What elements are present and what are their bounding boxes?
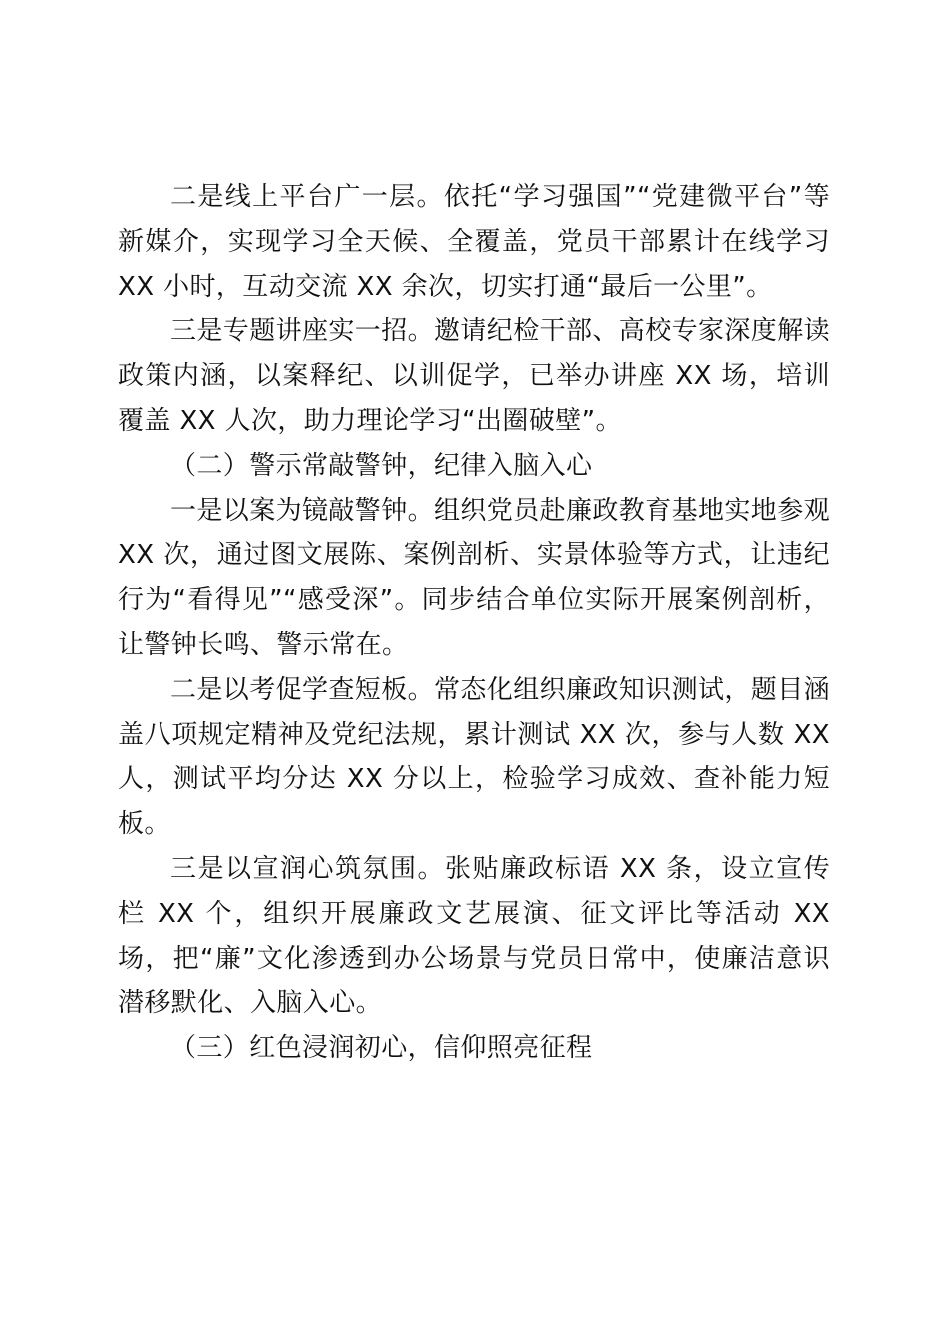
paragraph-culture: 三是以宣润心筑氛围。张贴廉政标语 XX 条，设立宣传栏 XX 个，组织开展廉政文艺展演、征文评比等活动 XX 场，把“廉”文化渗透到办公场景与党员日常中，使廉洁意识潜移默化、入脑入心。 [118,853,830,1019]
section-heading-warning: （二）警示常敲警钟，纪律入脑入心 [170,450,593,481]
paragraph-lectures: 三是专题讲座实一招。邀请纪检干部、高校专家深度解读政策内涵，以案释纪、以训促学，已举办讲座 XX 场，培训覆盖 XX 人次，助力理论学习“出圈破壁”。 [118,316,831,436]
paragraph-testing: 二是以考促学查短板。常态化组织廉政知识测试，题目涵盖八项规定精神及党纪法规，累计测试 XX 次，参与人数 XX 人，测试平均分达 XX 分以上，检验学习成效、查补能力短板。 [118,674,831,840]
paragraph-online-platform: 二是线上平台广一层。依托“学习强国”“党建微平台”等新媒介，实现学习全天候、全覆盖，党员干部累计在线学习 XX 小时，互动交流 XX 余次，切实打通“最后一公里”。 [118,182,830,302]
document-body [118,175,830,1071]
section-heading-red-culture: （三）红色浸润初心，信仰照亮征程 [170,1033,593,1064]
paragraph-case-warning: 一是以案为镜敲警钟。组织党员赴廉政教育基地实地参观 XX 次，通过图文展陈、案例剖析、实景体验等方式，让违纪行为“看得见”“感受深”。同步结合单位实际开展案例剖析，让警钟长鸣、警示常在。 [118,495,831,660]
